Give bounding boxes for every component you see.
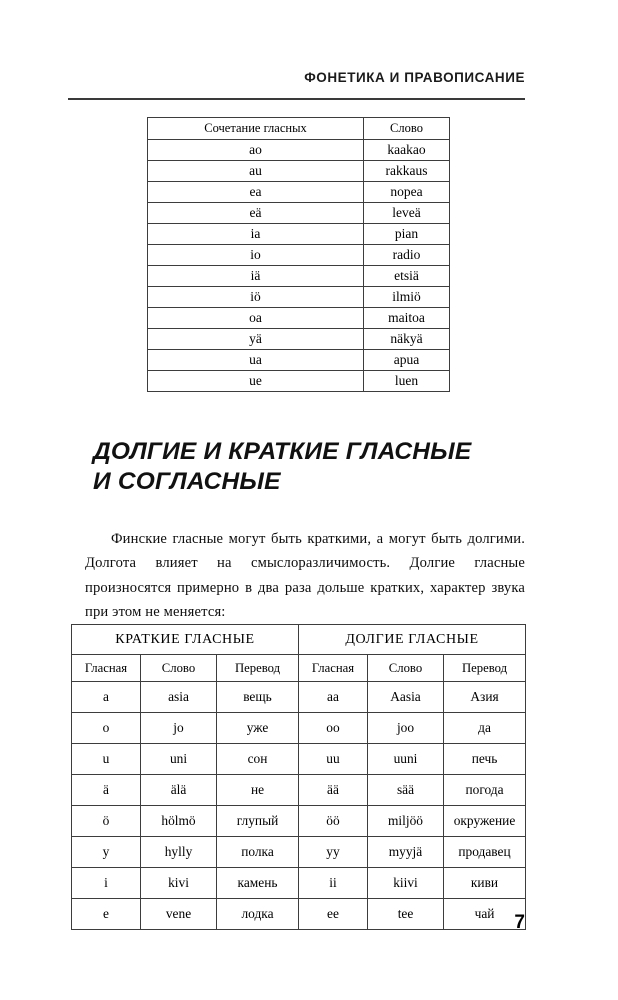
cell-word: pian — [364, 224, 450, 245]
cell-word: älä — [141, 775, 217, 806]
cell-translation: продавец — [444, 837, 526, 868]
table-row — [148, 287, 450, 308]
cell-translation: вещь — [217, 682, 299, 713]
table-row — [72, 806, 526, 837]
header-divider-rule — [68, 98, 525, 100]
table-subheader-row — [72, 655, 526, 682]
cell-vowel: uu — [299, 744, 368, 775]
table-row — [148, 161, 450, 182]
cell-combination: eä — [148, 203, 364, 224]
table-row — [72, 868, 526, 899]
cell-word: hölmö — [141, 806, 217, 837]
cell-word: leveä — [364, 203, 450, 224]
cell-translation: не — [217, 775, 299, 806]
cell-word: miljöö — [368, 806, 444, 837]
cell-word: rakkaus — [364, 161, 450, 182]
cell-translation: киви — [444, 868, 526, 899]
column-header-vowel: Гласная — [299, 655, 368, 682]
table-row — [72, 837, 526, 868]
cell-translation: полка — [217, 837, 299, 868]
cell-vowel: ää — [299, 775, 368, 806]
group-header-short-vowels: КРАТКИЕ ГЛАСНЫЕ — [72, 625, 299, 655]
cell-word: näkyä — [364, 329, 450, 350]
table-row — [148, 371, 450, 392]
column-header-vowel: Гласная — [72, 655, 141, 682]
cell-word: luen — [364, 371, 450, 392]
cell-word: jo — [141, 713, 217, 744]
cell-word: sää — [368, 775, 444, 806]
cell-word: ilmiö — [364, 287, 450, 308]
cell-word: uni — [141, 744, 217, 775]
section-heading-line-2: И СОГЛАСНЫЕ — [93, 468, 281, 495]
cell-word: vene — [141, 899, 217, 930]
cell-vowel: ö — [72, 806, 141, 837]
cell-vowel: ä — [72, 775, 141, 806]
cell-vowel: aa — [299, 682, 368, 713]
table-row — [72, 713, 526, 744]
cell-combination: io — [148, 245, 364, 266]
table-row — [148, 182, 450, 203]
table-row — [148, 266, 450, 287]
cell-word: kaakao — [364, 140, 450, 161]
cell-combination: ia — [148, 224, 364, 245]
table-row — [148, 203, 450, 224]
cell-vowel: e — [72, 899, 141, 930]
cell-word: tee — [368, 899, 444, 930]
table-row — [72, 744, 526, 775]
table-header-row — [148, 118, 450, 140]
table-row — [148, 140, 450, 161]
table-row — [148, 329, 450, 350]
cell-combination: oa — [148, 308, 364, 329]
cell-word: uuni — [368, 744, 444, 775]
cell-vowel: oo — [299, 713, 368, 744]
cell-combination: ua — [148, 350, 364, 371]
cell-translation: глупый — [217, 806, 299, 837]
cell-translation: лодка — [217, 899, 299, 930]
cell-translation: печь — [444, 744, 526, 775]
cell-vowel: y — [72, 837, 141, 868]
cell-vowel: u — [72, 744, 141, 775]
cell-word: kiivi — [368, 868, 444, 899]
column-header-translation: Перевод — [217, 655, 299, 682]
running-head: ФОНЕТИКА И ПРАВОПИСАНИЕ — [304, 70, 525, 85]
table-row — [148, 350, 450, 371]
column-header-word: Слово — [368, 655, 444, 682]
cell-vowel: ii — [299, 868, 368, 899]
column-header-word: Слово — [364, 118, 450, 140]
cell-vowel: i — [72, 868, 141, 899]
cell-translation: камень — [217, 868, 299, 899]
cell-word: maitoa — [364, 308, 450, 329]
cell-word: Aasia — [368, 682, 444, 713]
cell-word: nopea — [364, 182, 450, 203]
group-header-long-vowels: ДОЛГИЕ ГЛАСНЫЕ — [299, 625, 526, 655]
cell-combination: iä — [148, 266, 364, 287]
cell-combination: yä — [148, 329, 364, 350]
cell-vowel: yy — [299, 837, 368, 868]
table-row — [148, 308, 450, 329]
table-group-header-row — [72, 625, 526, 655]
section-heading-line-1: ДОЛГИЕ И КРАТКИЕ ГЛАСНЫЕ — [93, 438, 472, 465]
column-header-translation: Перевод — [444, 655, 526, 682]
cell-combination: ue — [148, 371, 364, 392]
cell-word: hylly — [141, 837, 217, 868]
cell-word: myyjä — [368, 837, 444, 868]
vowel-length-table — [71, 624, 525, 930]
cell-word: asia — [141, 682, 217, 713]
table-row — [148, 245, 450, 266]
cell-vowel: öö — [299, 806, 368, 837]
cell-combination: ao — [148, 140, 364, 161]
cell-vowel: a — [72, 682, 141, 713]
cell-word: etsiä — [364, 266, 450, 287]
table-row — [72, 682, 526, 713]
cell-translation: окружение — [444, 806, 526, 837]
table-row — [72, 775, 526, 806]
column-header-combination: Сочетание гласных — [148, 118, 364, 140]
cell-vowel: ee — [299, 899, 368, 930]
page-number: 7 — [514, 912, 525, 933]
intro-paragraph: Финские гласные могут быть краткими, а могут быть долгими. Долгота влияет на смыслоразличимость. Долгие гласные произносятся примерно в два раза дольше кратких, характер звука при этом не меняется: — [85, 530, 525, 621]
cell-translation: чай — [444, 899, 526, 930]
cell-word: joo — [368, 713, 444, 744]
cell-translation: да — [444, 713, 526, 744]
cell-combination: iö — [148, 287, 364, 308]
cell-translation: уже — [217, 713, 299, 744]
column-header-word: Слово — [141, 655, 217, 682]
cell-translation: сон — [217, 744, 299, 775]
cell-word: apua — [364, 350, 450, 371]
cell-combination: au — [148, 161, 364, 182]
section-heading — [93, 437, 513, 497]
cell-combination: ea — [148, 182, 364, 203]
vowel-combinations-table — [147, 117, 449, 392]
cell-word: radio — [364, 245, 450, 266]
cell-translation: Азия — [444, 682, 526, 713]
cell-translation: погода — [444, 775, 526, 806]
cell-vowel: o — [72, 713, 141, 744]
cell-word: kivi — [141, 868, 217, 899]
table-row — [148, 224, 450, 245]
